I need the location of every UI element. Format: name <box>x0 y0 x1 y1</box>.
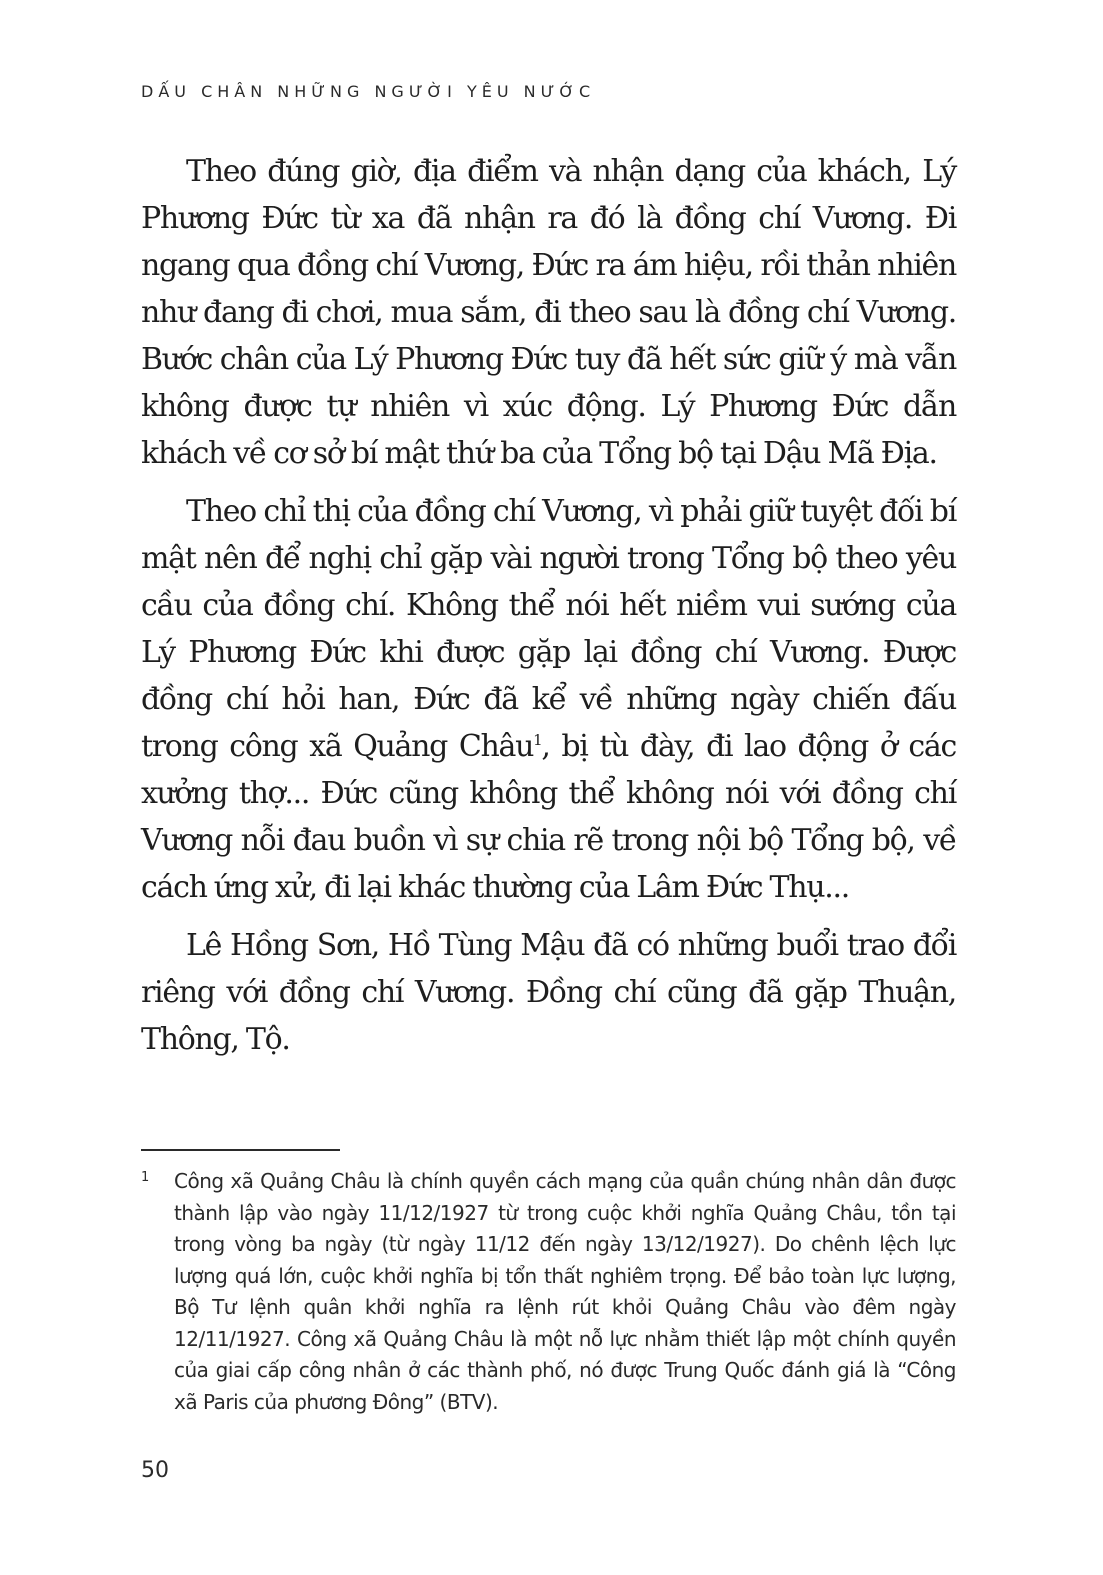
paragraph-2-part-1: Theo chỉ thị của đồng chí Vương, vì phải giữ tuyệt đối bí mật nên để nghị chỉ gặp vài người trong Tổng bộ theo yêu cầu của đồng chí. Không thể nói hết niềm vui sướng của Lý Phương Đức khi được gặp lại đồng chí Vương. Được đồng chí hỏi han, Đức đã kể về những ngày chiến đấu trong công xã Quảng Châu <box>141 494 956 764</box>
footnote <box>141 1166 956 1418</box>
paragraph-1: Theo đúng giờ, địa điểm và nhận dạng của khách, Lý Phương Đức từ xa đã nhận ra đó là đồng chí Vương. Đi ngang qua đồng chí Vương, Đức ra ám hiệu, rồi thản nhiên như đang đi chơi, mua sắm, đi theo sau là đồng chí Vương. Bước chân của Lý Phương Đức tuy đã hết sức giữ ý mà vẫn không được tự nhiên vì xúc động. Lý Phương Đức dẫn khách về cơ sở bí mật thứ ba của Tổng bộ tại Dậu Mã Địa. <box>141 154 956 471</box>
running-header: DẤU CHÂN NHỮNG NGƯỜI YÊU NƯỚC <box>141 82 596 101</box>
footnote-divider <box>141 1149 340 1151</box>
footnote-text: Công xã Quảng Châu là chính quyền cách mạng của quần chúng nhân dân được thành lập vào ngày 11/12/1927 từ trong cuộc khởi nghĩa Quảng Châu, tồn tại trong vòng ba ngày (từ ngày 11/12 đến ngày 13/12/1927). Do chênh lệch lực lượng quá lớn, cuộc khởi nghĩa bị tổn thất nghiêm trọng. Để bảo toàn lực lượng, Bộ Tư lệnh quân khởi nghĩa ra lệnh rút khỏi Quảng Châu vào đêm ngày 12/11/1927. Công xã Quảng Châu là một nỗ lực nhằm thiết lập một chính quyền của giai cấp công nhân ở các thành phố, nó được Trung Quốc đánh giá là “Công xã Paris của phương Đông” (BTV). <box>174 1169 956 1414</box>
main-text <box>141 148 956 1063</box>
page-number: 50 <box>141 1458 169 1483</box>
footnote-marker: 1 <box>141 1170 149 1185</box>
paragraph-3: Lê Hồng Sơn, Hồ Tùng Mậu đã có những buổi trao đổi riêng với đồng chí Vương. Đồng chí cũng đã gặp Thuận, Thông, Tộ. <box>141 928 956 1057</box>
footnote-reference[interactable]: 1 <box>533 731 542 749</box>
paragraph-2-part-2: , bị tù đày, đi lao động ở các xưởng thợ... Đức cũng không thể không nói với đồng chí Vương nỗi đau buồn vì sự chia rẽ trong nội bộ Tổng bộ, về cách ứng xử, đi lại khác thường của Lâm Đức Thụ... <box>141 729 956 905</box>
paragraph-2 <box>141 488 956 911</box>
